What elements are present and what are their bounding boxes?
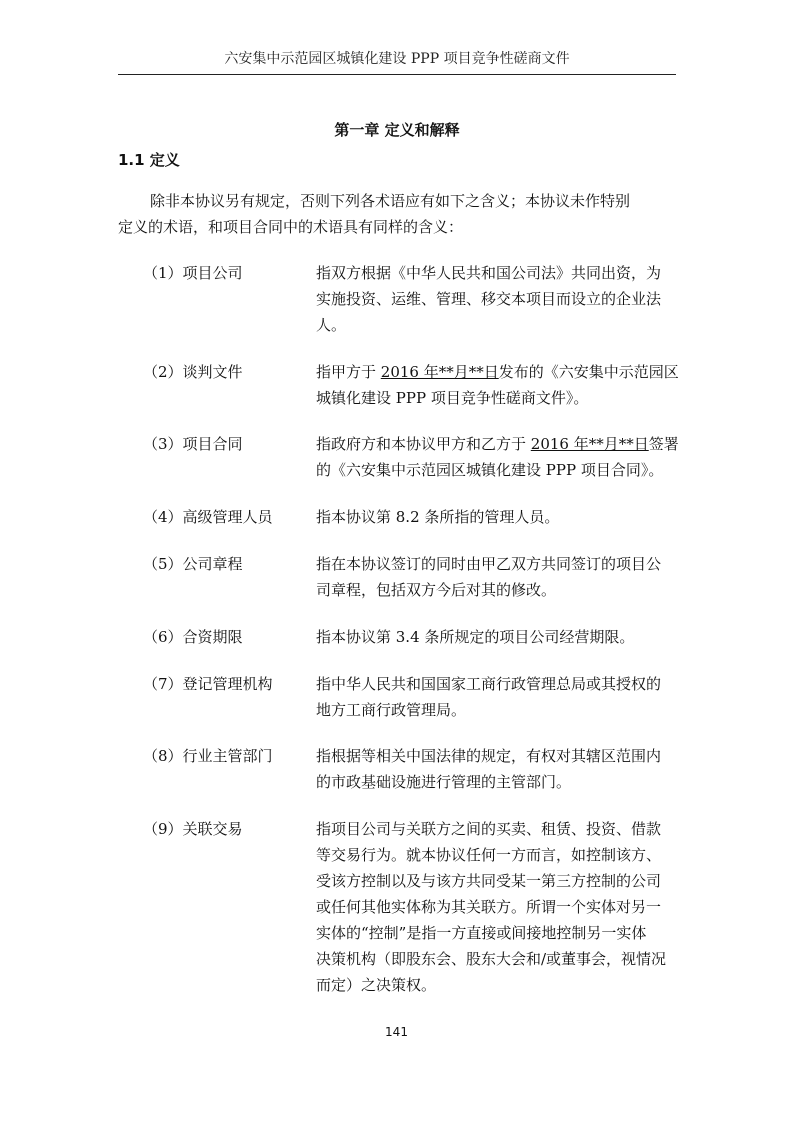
definition-line: 的《六安集中示范园区城镇化建设 PPP 项目合同》。 (316, 461, 664, 479)
term-negotiation-document: （2）谈判文件 (143, 363, 243, 381)
definition-line: 指项目公司与关联方之间的买卖、租赁、投资、借款 (316, 820, 662, 838)
definition-project-company (316, 260, 706, 338)
definition-line: 的市政基础设施进行管理的主管部门。 (316, 773, 572, 791)
definition-text: 指政府方和本协议甲方和乙方于 (316, 435, 531, 453)
definition-line: 指根据等相关中国法律的规定，有权对其辖区范围内 (316, 747, 662, 765)
definition-line: 司章程，包括双方今后对其的修改。 (316, 581, 557, 599)
definition-senior-management (316, 504, 706, 530)
intro-line-2: 定义的术语，和项目合同中的术语具有同样的含义： (118, 218, 464, 236)
definition-line: 决策机构（即股东会、股东大会和/或董事会，视情况 (316, 950, 667, 968)
definition-line (316, 431, 706, 457)
definition-line: 指本协议第 8.2 条所指的管理人员。 (316, 508, 560, 526)
intro-paragraph (118, 188, 678, 240)
definition-line: 或任何其他实体称为其关联方。所谓一个实体对另一 (316, 898, 662, 916)
term-senior-management: （4）高级管理人员 (143, 508, 273, 526)
intro-line-1: 除非本协议另有规定，否则下列各术语应有如下之含义；本协议未作特别 (150, 192, 631, 210)
term-project-company: （1）项目公司 (143, 264, 243, 282)
definition-project-contract (316, 431, 706, 483)
page-header: 六安集中示范园区城镇化建设 PPP 项目竞争性磋商文件 (224, 51, 570, 67)
definition-text: 签署 (648, 435, 679, 453)
definition-text: 发布的《六安集中示范园区 (498, 363, 679, 381)
definition-industry-authority (316, 743, 706, 795)
definition-line: 指在本协议签订的同时由甲乙双方共同签订的项目公 (316, 555, 662, 573)
definition-line: 指本协议第 3.4 条所规定的项目公司经营期限。 (316, 628, 635, 646)
definition-line: 地方工商行政管理局。 (316, 701, 467, 719)
definition-articles-of-association (316, 551, 706, 603)
chapter-title: 第一章 定义和解释 (334, 121, 460, 139)
term-articles-of-association: （5）公司章程 (143, 555, 243, 573)
definition-line: 等交易行为。就本协议任何一方而言，如控制该方、 (316, 846, 662, 864)
definition-negotiation-document (316, 359, 706, 411)
term-registration-authority: （7）登记管理机构 (143, 675, 273, 693)
date-placeholder: 2016 年**月**日 (380, 363, 499, 381)
definition-line: 人。 (316, 316, 347, 334)
definition-registration-authority (316, 671, 706, 723)
page-number: 141 (385, 1025, 408, 1039)
definition-line: 实施投资、运维、管理、移交本项目而设立的企业法 (316, 290, 662, 308)
definition-jv-term (316, 624, 706, 650)
definition-line (316, 359, 706, 385)
section-title: 1.1 定义 (118, 151, 180, 169)
term-jv-term: （6）合资期限 (143, 628, 243, 646)
definition-line: 受该方控制以及与该方共同受某一第三方控制的公司 (316, 872, 662, 890)
definition-text: 指甲方于 (316, 363, 381, 381)
header-divider (118, 74, 676, 75)
date-placeholder: 2016 年**月**日 (530, 435, 649, 453)
term-industry-authority: （8）行业主管部门 (143, 747, 273, 765)
term-project-contract: （3）项目合同 (143, 435, 243, 453)
definition-line: 实体的“控制”是指一方直接或间接地控制另一实体 (316, 924, 647, 942)
definition-line: 城镇化建设 PPP 项目竞争性磋商文件》。 (316, 389, 589, 407)
definition-line: 而定）之决策权。 (316, 976, 437, 994)
definition-line: 指双方根据《中华人民共和国公司法》共同出资，为 (316, 264, 662, 282)
definition-line: 指中华人民共和国国家工商行政管理总局或其授权的 (316, 675, 662, 693)
definition-related-transaction (316, 816, 706, 998)
term-related-transaction: （9）关联交易 (143, 820, 243, 838)
